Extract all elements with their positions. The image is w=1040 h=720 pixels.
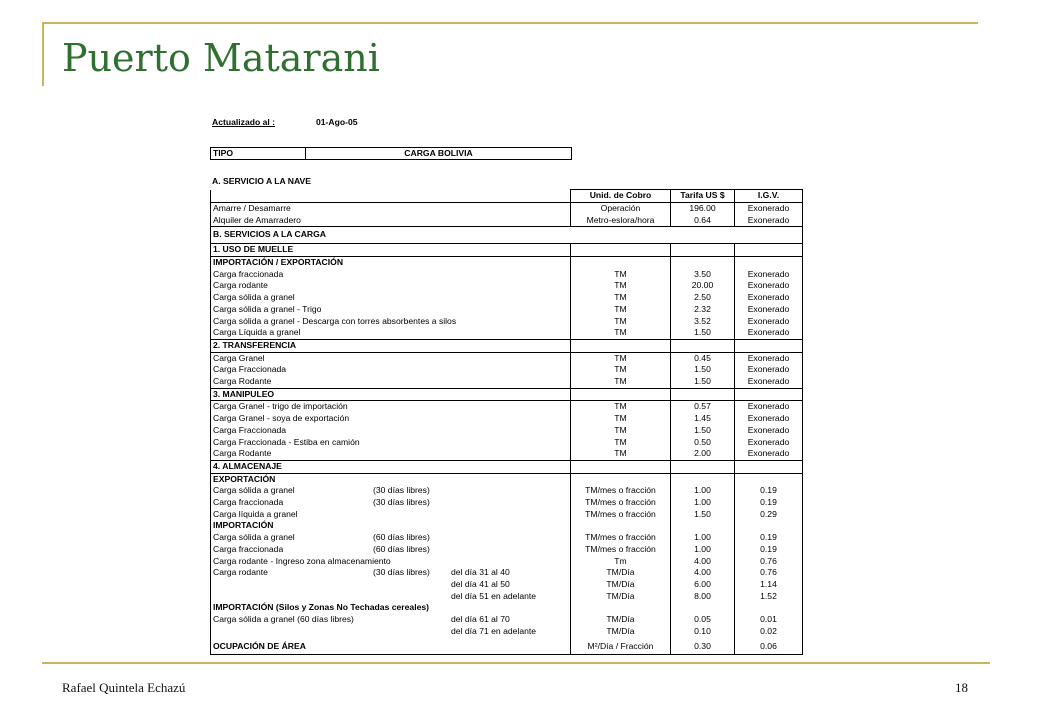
table-row	[211, 497, 803, 509]
tariff-cell: 0.57	[671, 401, 735, 413]
tariff-cell: 0.64	[671, 215, 735, 227]
free-days	[373, 579, 451, 591]
description-group	[213, 591, 568, 603]
manipuleo-label: 3. MANIPULEO	[211, 388, 571, 401]
igv-cell: Exonerado	[735, 448, 803, 460]
blank-cell	[671, 602, 735, 614]
day-range	[451, 509, 568, 521]
igv-cell: 0.76	[735, 556, 803, 568]
item-name	[213, 579, 373, 591]
item-name: Carga rodante - Ingreso zona almacenamiento	[213, 555, 391, 566]
almacenaje-label: 4. ALMACENAJE	[211, 460, 571, 473]
description-group	[213, 626, 568, 638]
tariff-cell: 1.50	[671, 425, 735, 437]
blank-cell	[571, 602, 671, 614]
tariff-document	[210, 118, 802, 655]
unit-cell: TM	[571, 327, 671, 339]
igv-cell: 0.06	[735, 638, 803, 655]
blank-cell	[671, 339, 735, 352]
tariff-cell: 0.10	[671, 626, 735, 638]
table-row	[211, 316, 803, 328]
row-description: Carga Fraccionada - Estiba en camión	[211, 437, 571, 449]
table-row	[211, 448, 803, 460]
day-range	[451, 556, 568, 568]
row-description: Carga Granel - soya de exportación	[211, 413, 571, 425]
igv-cell: 0.19	[735, 497, 803, 509]
description-group	[213, 485, 568, 497]
row-description: Carga sólida a granel	[211, 292, 571, 304]
unit-cell: M²/Día / Fracción	[571, 638, 671, 655]
igv-cell: Exonerado	[735, 280, 803, 292]
imp-exp	[211, 257, 803, 269]
table-row	[211, 556, 803, 568]
igv-cell: 0.19	[735, 544, 803, 556]
row-description	[211, 579, 571, 591]
blank-cell	[571, 520, 671, 532]
igv-cell: 0.19	[735, 532, 803, 544]
unit-cell: TM	[571, 316, 671, 328]
unit-cell: TM	[571, 364, 671, 376]
unit-cell: TM	[571, 376, 671, 388]
blank-cell	[735, 244, 803, 257]
unit-cell: TM/Día	[571, 614, 671, 626]
imp-exp-label: IMPORTACIÓN / EXPORTACIÓN	[211, 257, 571, 269]
table-header	[211, 190, 803, 203]
blank-cell	[735, 257, 803, 269]
table-row	[211, 364, 803, 376]
day-range	[451, 532, 568, 544]
manipuleo	[211, 388, 803, 401]
table-row	[211, 352, 803, 364]
unit-cell: TM/mes o fracción	[571, 485, 671, 497]
day-range: del día 31 al 40	[451, 567, 510, 578]
free-days	[373, 591, 451, 603]
day-range	[451, 497, 568, 509]
blank-cell	[735, 388, 803, 401]
row-description	[211, 614, 571, 626]
tariff-cell: 1.45	[671, 413, 735, 425]
free-days	[373, 614, 451, 626]
table-row	[211, 591, 803, 603]
blank-cell	[571, 339, 671, 352]
item-name: Carga rodante	[213, 567, 268, 578]
tariff-cell: 1.00	[671, 485, 735, 497]
blank-cell	[671, 257, 735, 269]
igv-cell: Exonerado	[735, 352, 803, 364]
day-range: del día 61 al 70	[451, 614, 510, 625]
unit-cell: TM/Día	[571, 591, 671, 603]
igv-cell: 0.19	[735, 485, 803, 497]
blank-cell	[735, 473, 803, 485]
row-description	[211, 485, 571, 497]
tariff-cell: 8.00	[671, 591, 735, 603]
table-row	[211, 280, 803, 292]
blank-cell	[571, 473, 671, 485]
unit-cell: TM	[571, 269, 671, 281]
tariff-cell: 0.05	[671, 614, 735, 626]
igv-cell: Exonerado	[735, 437, 803, 449]
row-description: OCUPACIÓN DE ÁREA	[211, 638, 571, 655]
description-group	[213, 532, 568, 544]
unit-cell: TM/mes o fracción	[571, 532, 671, 544]
row-description: Carga Rodante	[211, 376, 571, 388]
row-description: Carga Fraccionada	[211, 425, 571, 437]
igv-cell: Exonerado	[735, 304, 803, 316]
table-row	[211, 292, 803, 304]
item-name	[213, 626, 373, 638]
footer-author: Rafael Quintela Echazú	[62, 680, 186, 695]
description-group	[213, 544, 568, 556]
tariff-cell: 6.00	[671, 579, 735, 591]
importacion	[211, 520, 803, 532]
blank-cell	[735, 602, 803, 614]
table-row	[211, 376, 803, 388]
tariff-cell: 196.00	[671, 202, 735, 214]
day-range: del día 51 en adelante	[451, 590, 537, 601]
item-name	[213, 591, 373, 603]
table-row	[211, 626, 803, 638]
day-range: del día 71 en adelante	[451, 625, 537, 636]
blank-cell	[571, 388, 671, 401]
unit-cell: TM/mes o fracción	[571, 509, 671, 521]
silos-label: IMPORTACIÓN (Silos y Zonas No Techadas cereales)	[211, 602, 571, 614]
row-description: Amarre / Desamarre	[211, 202, 571, 214]
section-b-title: B. SERVICIOS A LA CARGA	[211, 227, 803, 244]
item-name: Carga sólida a granel	[213, 485, 295, 496]
row-description	[211, 497, 571, 509]
blank-cell	[671, 460, 735, 473]
tipo-label: TIPO	[211, 148, 306, 159]
tipo-box	[210, 147, 572, 160]
table-row	[211, 401, 803, 413]
row-description	[211, 509, 571, 521]
tariff-cell: 0.50	[671, 437, 735, 449]
table-row	[211, 509, 803, 521]
tariff-cell: 1.00	[671, 497, 735, 509]
unit-cell: TM/mes o fracción	[571, 544, 671, 556]
free-days	[373, 556, 451, 568]
table-row	[211, 437, 803, 449]
igv-cell: Exonerado	[735, 425, 803, 437]
tariff-cell: 0.45	[671, 352, 735, 364]
blank-cell	[571, 460, 671, 473]
row-description	[211, 567, 571, 579]
tariff-cell: 2.32	[671, 304, 735, 316]
table-row	[211, 579, 803, 591]
igv-cell: 0.02	[735, 626, 803, 638]
description-group	[213, 567, 568, 579]
table-row	[211, 544, 803, 556]
row-description: Alquiler de Amarradero	[211, 215, 571, 227]
row-description: Carga Líquida a granel	[211, 327, 571, 339]
exportacion-label: EXPORTACIÓN	[211, 473, 571, 485]
description-group	[213, 579, 568, 591]
tariff-cell: 4.00	[671, 556, 735, 568]
row-description	[211, 591, 571, 603]
row-description: Carga sólida a granel - Descarga con torres absorbentes a silos	[211, 316, 571, 328]
blank-cell	[671, 244, 735, 257]
item-name: Carga sólida a granel (60 días libres)	[213, 614, 354, 625]
blank-cell	[671, 388, 735, 401]
row-description: Carga rodante	[211, 280, 571, 292]
igv-cell: Exonerado	[735, 316, 803, 328]
exportacion	[211, 473, 803, 485]
free-days	[373, 626, 451, 638]
item-name: Carga líquida a granel	[213, 508, 298, 519]
tariff-cell: 1.50	[671, 364, 735, 376]
tariff-cell: 3.52	[671, 316, 735, 328]
left-rule	[42, 22, 44, 86]
blank-cell	[735, 339, 803, 352]
table-row	[211, 269, 803, 281]
description-group	[213, 556, 568, 568]
table-row	[211, 304, 803, 316]
igv-cell: Exonerado	[735, 215, 803, 227]
tariff-cell: 1.50	[671, 327, 735, 339]
igv-cell: Exonerado	[735, 269, 803, 281]
unit-cell: TM	[571, 437, 671, 449]
row-description	[211, 626, 571, 638]
row-description: Carga sólida a granel - Trigo	[211, 304, 571, 316]
free-days: (30 días libres)	[373, 485, 430, 496]
unit-cell: TM/Día	[571, 626, 671, 638]
table-row	[211, 614, 803, 626]
tariff-cell: 0.30	[671, 638, 735, 655]
table-row	[211, 327, 803, 339]
table-row	[211, 532, 803, 544]
blank-cell	[735, 460, 803, 473]
row-description: Carga Rodante	[211, 448, 571, 460]
row-description: Carga Fraccionada	[211, 364, 571, 376]
silos	[211, 602, 803, 614]
description-group	[213, 497, 568, 509]
top-rule	[42, 22, 978, 24]
description-group	[213, 614, 568, 626]
transferencia-label: 2. TRANSFERENCIA	[211, 339, 571, 352]
almacenaje	[211, 460, 803, 473]
row-description	[211, 556, 571, 568]
day-range	[451, 485, 568, 497]
table-row	[211, 567, 803, 579]
unit-cell: TM	[571, 304, 671, 316]
igv-cell: Exonerado	[735, 292, 803, 304]
unit-cell: TM/Día	[571, 579, 671, 591]
tariff-cell: 3.50	[671, 269, 735, 281]
uso-muelle-label: 1. USO DE MUELLE	[211, 244, 571, 257]
importacion-label: IMPORTACIÓN	[211, 520, 571, 532]
row-description: Carga fraccionada	[211, 269, 571, 281]
free-days: (60 días libres)	[373, 532, 430, 543]
unit-cell: TM	[571, 280, 671, 292]
free-days	[373, 509, 451, 521]
table-row	[211, 413, 803, 425]
row-description	[211, 544, 571, 556]
igv-cell: Exonerado	[735, 202, 803, 214]
blank-cell	[735, 520, 803, 532]
unit-cell: TM	[571, 401, 671, 413]
row-description: Carga Granel	[211, 352, 571, 364]
unit-cell: TM	[571, 425, 671, 437]
tariff-cell: 2.50	[671, 292, 735, 304]
tariff-cell: 20.00	[671, 280, 735, 292]
tariff-table	[210, 189, 803, 654]
row-description: Carga Granel - trigo de importación	[211, 401, 571, 413]
table-row	[211, 638, 803, 655]
header-tarifa: Tarifa US $	[671, 190, 735, 203]
tariff-cell: 2.00	[671, 448, 735, 460]
unit-cell: TM	[571, 292, 671, 304]
blank-cell	[671, 520, 735, 532]
unit-cell: TM	[571, 352, 671, 364]
free-days: (30 días libres)	[373, 497, 430, 508]
table-row	[211, 485, 803, 497]
day-range: del día 41 al 50	[451, 578, 510, 589]
tariff-cell: 1.00	[671, 544, 735, 556]
igv-cell: Exonerado	[735, 413, 803, 425]
day-range	[451, 544, 568, 556]
description-group	[213, 509, 568, 521]
unit-cell: TM	[571, 448, 671, 460]
tariff-cell: 1.00	[671, 532, 735, 544]
section-b	[211, 227, 803, 244]
table-row	[211, 215, 803, 227]
igv-cell: Exonerado	[735, 327, 803, 339]
slide-title: Puerto Matarani	[62, 36, 380, 80]
item-name: Carga fraccionada	[213, 497, 284, 508]
free-days: (30 días libres)	[373, 567, 430, 578]
updated-value: 01-Ago-05	[316, 117, 358, 127]
blank-cell	[671, 473, 735, 485]
header-unid: Unid. de Cobro	[571, 190, 671, 203]
tariff-cell: 1.50	[671, 509, 735, 521]
header-igv: I.G.V.	[735, 190, 803, 203]
blank-cell	[571, 244, 671, 257]
unit-cell: Tm	[571, 556, 671, 568]
transferencia	[211, 339, 803, 352]
unit-cell: TM	[571, 413, 671, 425]
item-name: Carga fraccionada	[213, 543, 284, 554]
uso-muelle	[211, 244, 803, 257]
tariff-cell: 1.50	[671, 376, 735, 388]
igv-cell: Exonerado	[735, 364, 803, 376]
igv-cell: 0.76	[735, 567, 803, 579]
igv-cell: 1.14	[735, 579, 803, 591]
section-a-title: A. SERVICIO A LA NAVE	[212, 175, 311, 186]
igv-cell: Exonerado	[735, 376, 803, 388]
igv-cell: 1.52	[735, 591, 803, 603]
unit-cell: Operación	[571, 202, 671, 214]
tipo-value: CARGA BOLIVIA	[404, 147, 473, 158]
table-row	[211, 202, 803, 214]
row-description	[211, 532, 571, 544]
footer-page-number: 18	[955, 680, 968, 695]
igv-cell: 0.29	[735, 509, 803, 521]
header-blank	[211, 190, 571, 203]
igv-cell: Exonerado	[735, 401, 803, 413]
table-row	[211, 425, 803, 437]
bottom-rule	[42, 662, 990, 664]
igv-cell: 0.01	[735, 614, 803, 626]
unit-cell: Metro-eslora/hora	[571, 215, 671, 227]
unit-cell: TM/Día	[571, 567, 671, 579]
updated-line	[212, 118, 802, 127]
free-days: (60 días libres)	[373, 543, 430, 554]
item-name: Carga sólida a granel	[213, 532, 295, 543]
updated-label: Actualizado al :	[212, 117, 276, 127]
blank-cell	[571, 257, 671, 269]
tariff-cell: 4.00	[671, 567, 735, 579]
unit-cell: TM/mes o fracción	[571, 497, 671, 509]
